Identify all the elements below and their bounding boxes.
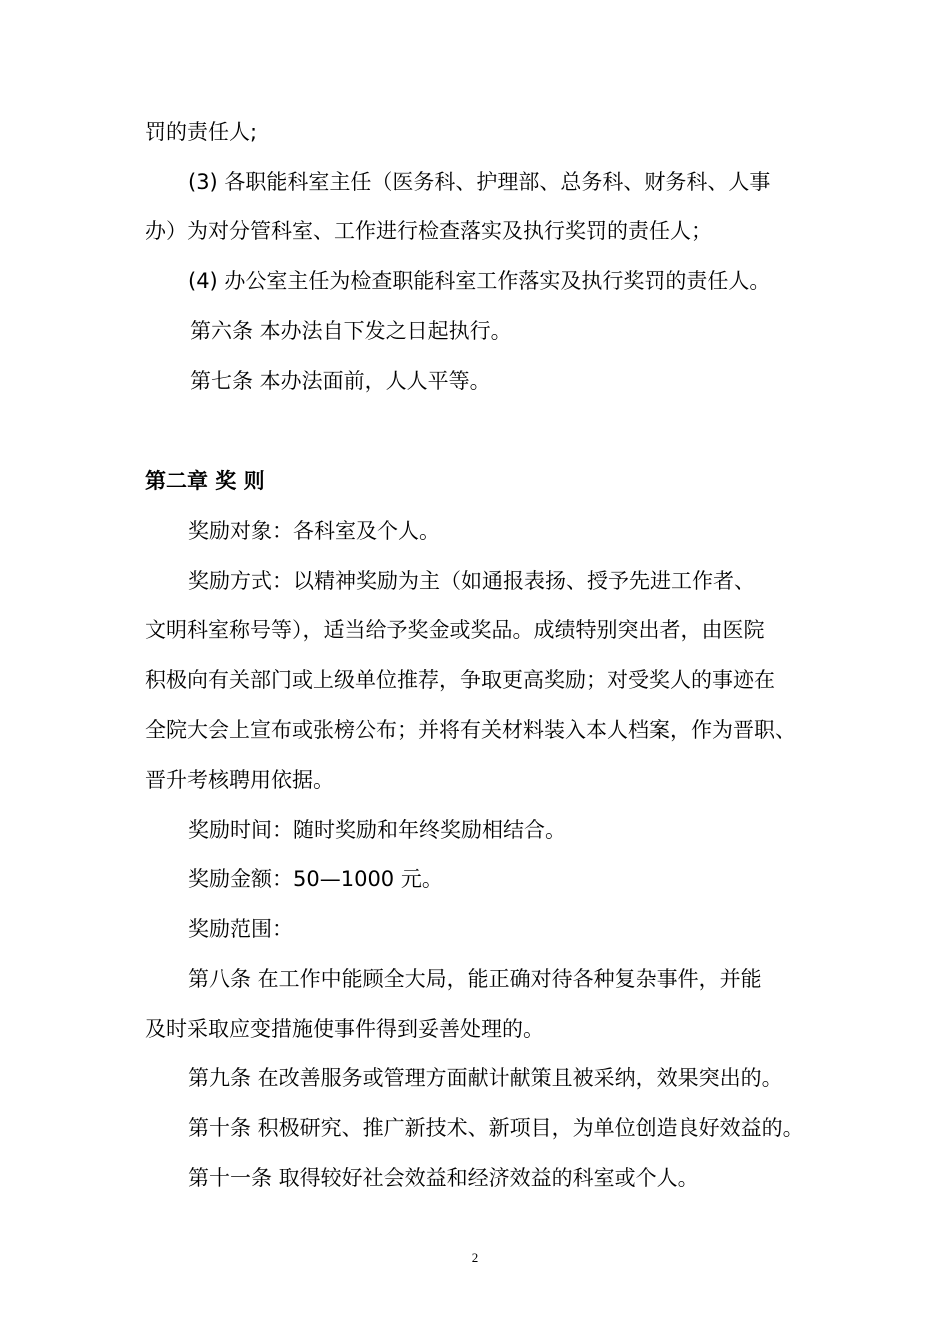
text-line: 第七条 本办法面前，人人平等。: [190, 369, 491, 393]
text-line: 积极向有关部门或上级单位推荐，争取更高奖励；对受奖人的事迹在: [145, 668, 775, 692]
text-line: 奖励范围：: [188, 917, 293, 941]
text-line: (3) 各职能科室主任（医务科、护理部、总务科、财务科、人事: [188, 170, 771, 194]
text-line: 奖励时间：随时奖励和年终奖励相结合。: [188, 818, 566, 842]
text-line: 第九条 在改善服务或管理方面献计献策且被采纳，效果突出的。: [188, 1066, 783, 1090]
text-line: 第十一条 取得较好社会效益和经济效益的科室或个人。: [188, 1166, 699, 1190]
text-line: 文明科室称号等），适当给予奖金或奖品。成绩特别突出者，由医院: [145, 618, 765, 642]
text-line: 办）为对分管科室、工作进行检查落实及执行奖罚的责任人；: [145, 219, 712, 243]
text-line: 第八条 在工作中能顾全大局，能正确对待各种复杂事件，并能: [188, 967, 762, 991]
page-number: 2: [471, 1250, 479, 1265]
text-line: (4) 办公室主任为检查职能科室工作落实及执行奖罚的责任人。: [188, 269, 771, 293]
text-line: 奖励对象：各科室及个人。: [188, 519, 440, 543]
text-line: 奖励方式：以精神奖励为主（如通报表扬、授予先进工作者、: [188, 569, 755, 593]
text-line: 及时采取应变措施使事件得到妥善处理的。: [145, 1017, 544, 1041]
chapter-heading: 第二章 奖 则: [145, 469, 265, 493]
text-line: 第六条 本办法自下发之日起执行。: [190, 319, 512, 343]
text-line: 第十条 积极研究、推广新技术、新项目，为单位创造良好效益的。: [188, 1116, 804, 1140]
text-line: 奖励金额：50—1000 元。: [188, 867, 443, 891]
text-line: 罚的责任人;: [145, 120, 258, 144]
text-line: 全院大会上宣布或张榜公布；并将有关材料装入本人档案，作为晋职、: [145, 718, 796, 742]
text-line: 晋升考核聘用依据。: [145, 768, 334, 792]
